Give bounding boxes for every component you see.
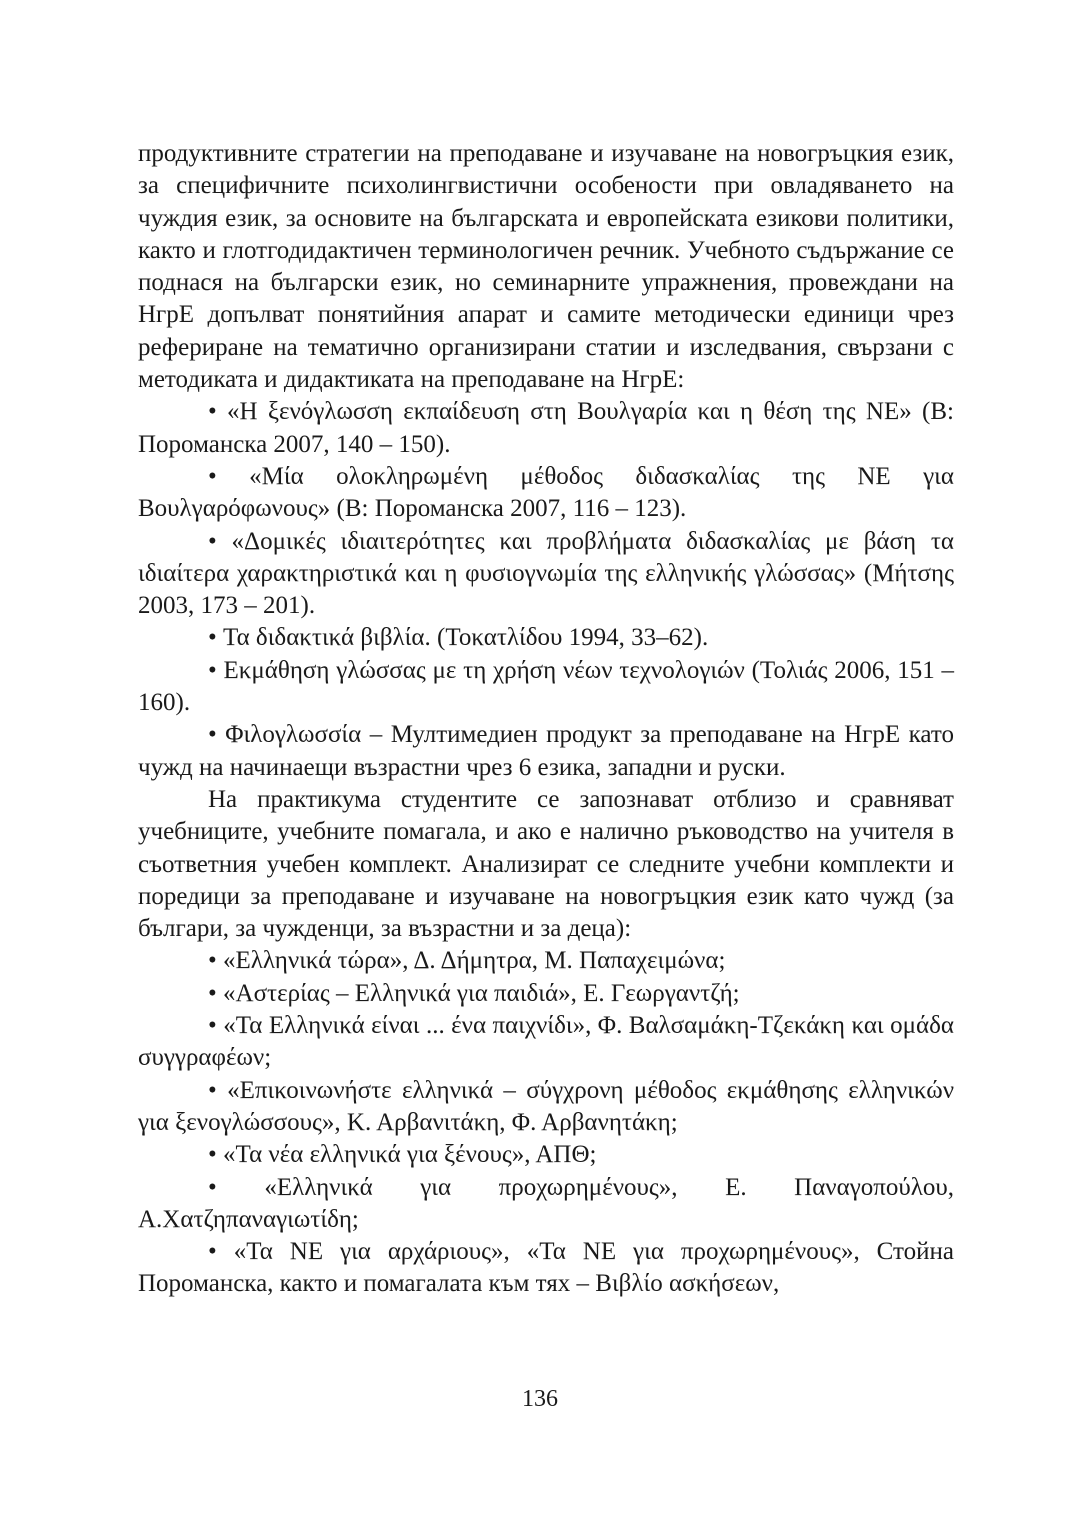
- textbook-list-item: • «Αστερίας – Ελληνικά για παιδιά», Ε. Γεωργαντζή;: [138, 978, 954, 1010]
- textbook-list-item: • «Επικοινωνήστε ελληνικά – σύγχρονη μέθοδος εκμάθησης ελληνικών για ξενογλώσσους», Κ. Αρβανιτάκη, Φ. Αρβανητάκη;: [138, 1075, 954, 1140]
- textbook-list-item: • «Ελληνικά τώρα», Δ. Δήμητρα, Μ. Παπαχειμώνα;: [138, 945, 954, 977]
- textbook-list-item: • «Τα Ελληνικά είναι ... ένα παιχνίδι», Φ. Βαλσαμάκη-Τζεκάκη και ομάδα συγγραφέων;: [138, 1010, 954, 1075]
- article-list-item: • Τα διδακτικά βιβλία. (Τοκατλίδου 1994, 33–62).: [138, 622, 954, 654]
- textbook-list-item: • «Τα νέα ελληνικά για ξένους», ΑΠΘ;: [138, 1139, 954, 1171]
- page-number: 136: [522, 1386, 558, 1412]
- textbook-list-item: • «Ελληνικά για προχωρημένους», Ε. Παναγοπούλου, Α.Χατζηπαναγιωτίδη;: [138, 1172, 954, 1237]
- article-list-item: • «Δομικές ιδιαιτερότητες και προβλήματα διδασκαλίας με βάση τα ιδιαίτερα χαρακτηριστικά και η φυσιογνωμία της ελληνικής γλώσσας» (Μήτσης 2003, 173 – 201).: [138, 526, 954, 623]
- article-list-item: • Φιλογλωσσία – Мултимедиен продукт за преподаване на НгрЕ като чужд на начинаещи възрастни чрез 6 езика, западни и руски.: [138, 719, 954, 784]
- article-list-item: • «Μία ολοκληρωμένη μέθοδος διδασκαλίας της ΝΕ για Βουλγαρόφωνους» (В: Пороманска 2007, 116 – 123).: [138, 461, 954, 526]
- article-list-item: • Εκμάθηση γλώσσας με τη χρήση νέων τεχνολογιών (Τολιάς 2006, 151 – 160).: [138, 655, 954, 720]
- page-body: [138, 138, 954, 1301]
- article-list-item: • «Η ξενόγλωσση εκπαίδευση στη Βουλγαρία και η θέση της ΝΕ» (В: Пороманска 2007, 140 – 150).: [138, 396, 954, 461]
- practicum-paragraph: На практикума студентите се запознават отблизо и сравняват учебниците, учебните помагала, и ако е налично ръководство на учителя в съответния учебен комплект. Анализират се следните учебни комплекти и поредици за преподаване и изучаване на новогръцкия език като чужд (за българи, за чужденци, за възрастни и за деца):: [138, 785, 954, 943]
- textbook-list-item: • «Τα ΝΕ για αρχάριους», «Τα ΝΕ για προχωρημένους», Стойна Пороманска, както и помагалата към тях – Βιβλίο ασκήσεων,: [138, 1236, 954, 1301]
- intro-paragraph: продуктивните стратегии на преподаване и изучаване на новогръцкия език, за специфичните психолингвистични особености при овладяването на чуждия език, за основите на българската и европейската езикови политики, както и глотгодидактичен терминологичен речник. Учебното съдържание се поднася на български език, но семинарните упражнения, провеждани на НгрЕ допълват понятийния апарат и самите методически единици чрез рефериране на тематично организирани статии и изследвания, свързани с методиката и дидактиката на преподаване на НгрЕ:: [138, 140, 954, 394]
